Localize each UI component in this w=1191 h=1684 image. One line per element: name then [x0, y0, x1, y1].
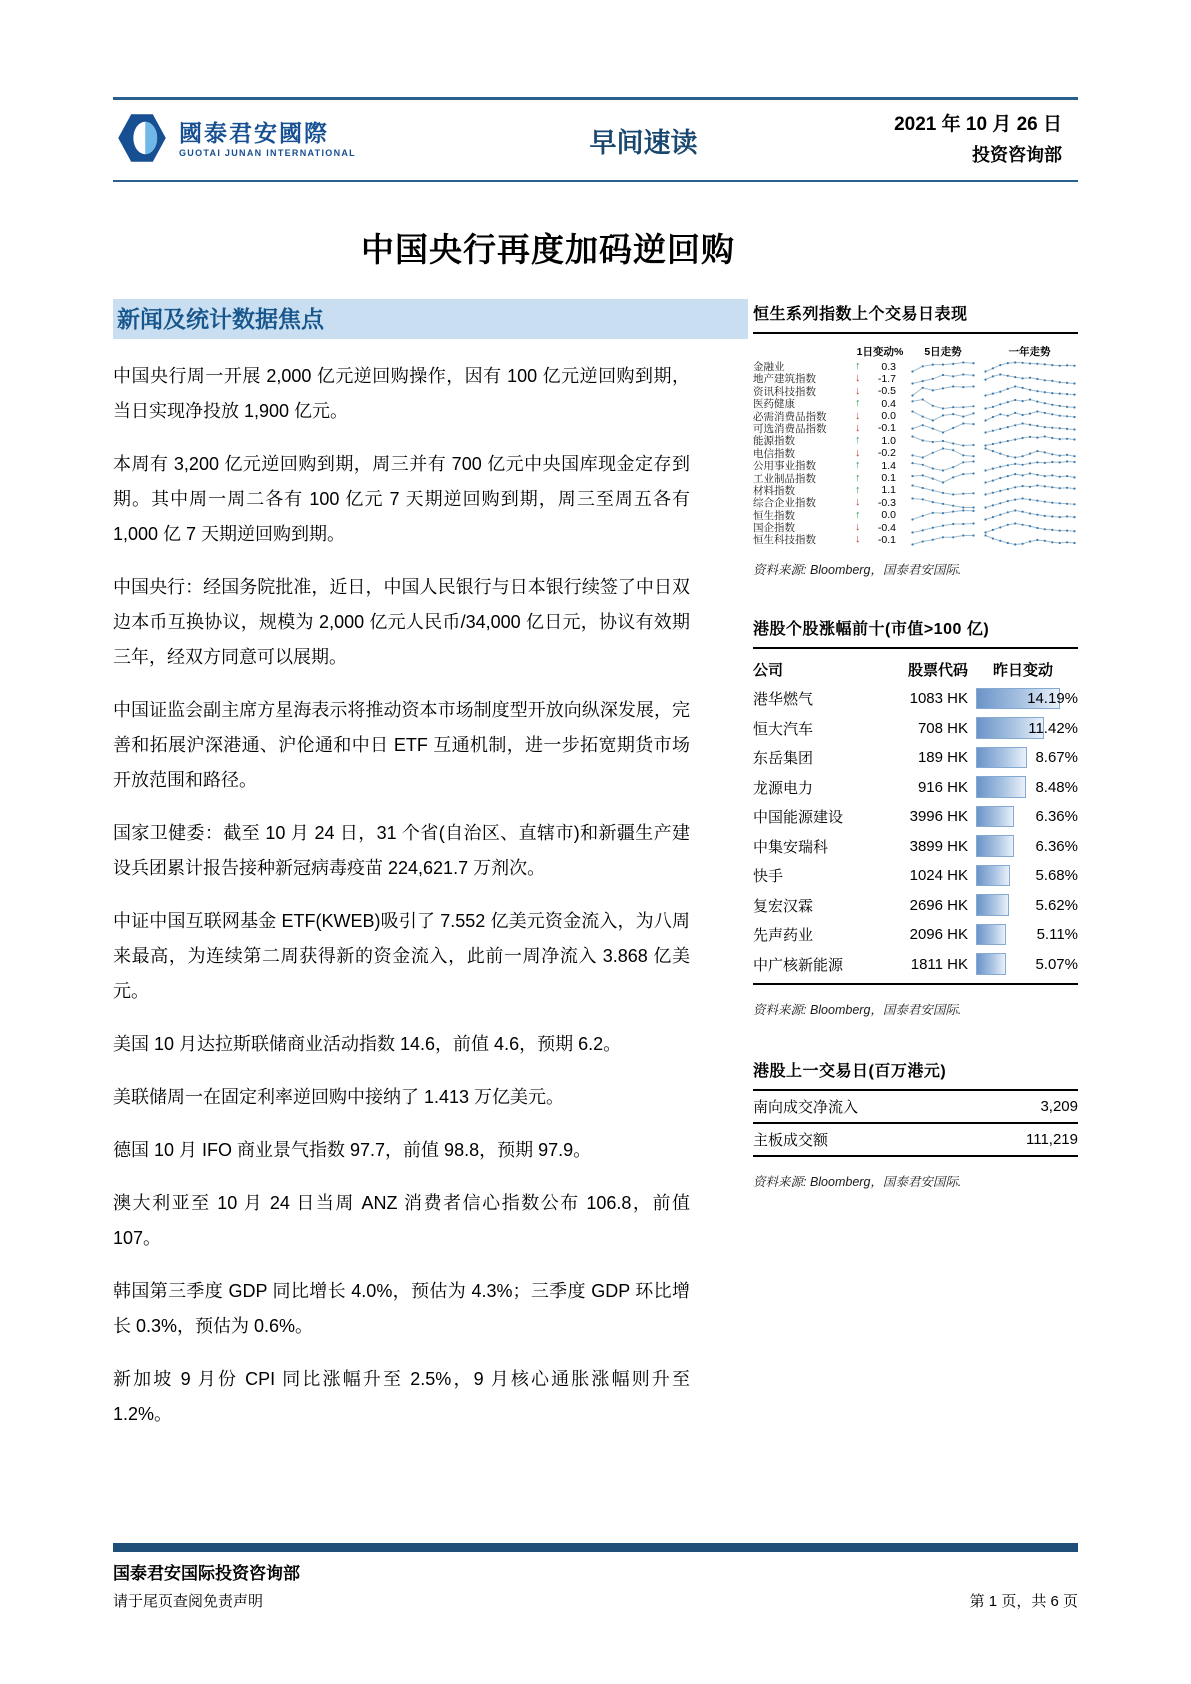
- sparkline-5d-cell: [905, 472, 981, 484]
- footer-department: 国泰君安国际投资咨询部: [113, 1564, 300, 1583]
- news-paragraph: 澳大利亚至 10 月 24 日当周 ANZ 消费者信心指数公布 106.8，前值 107。: [113, 1193, 690, 1248]
- sparkline-5d: [911, 435, 975, 447]
- sparkline-5d: [911, 497, 975, 509]
- turnover-panel-title: 港股上一交易日(百万港元): [753, 1058, 1078, 1091]
- hsi-row: [753, 384, 1078, 396]
- down-arrow-icon: ↓: [855, 372, 861, 385]
- index-name: 综合企业指数: [753, 497, 816, 510]
- stock-ticker: 916 HK: [917, 778, 968, 796]
- down-arrow-icon: ↓: [855, 521, 861, 534]
- page-footer: [113, 1543, 1078, 1611]
- index-change-value: 0.4: [881, 397, 896, 410]
- footer-page-number: 第 1 页，共 6 页: [969, 1593, 1078, 1610]
- hsi-col-name: [753, 344, 855, 359]
- down-arrow-icon: ↓: [855, 533, 861, 546]
- change-percent: 8.67%: [1035, 749, 1078, 767]
- company-name: 东岳集团: [753, 750, 814, 768]
- index-name: 公用事业指数: [753, 460, 816, 473]
- stock-ticker: 2096 HK: [909, 926, 968, 944]
- down-arrow-icon: ↓: [855, 409, 861, 422]
- sparkline-1y: [984, 484, 1076, 496]
- sparkline-5d: [911, 460, 975, 472]
- gainer-row: [753, 743, 1078, 773]
- hsi-table-header: [753, 344, 1078, 359]
- sidebar-column: [753, 299, 1078, 1450]
- change-data-bar: [976, 747, 1027, 769]
- hsi-panel-title: 恒生系列指数上个交易日表现: [753, 301, 1078, 334]
- gainers-col-company: 公司: [753, 661, 784, 679]
- news-paragraph: 德国 10 月 IFO 商业景气指数 97.7，前值 98.8，预期 97.9。: [113, 1140, 592, 1160]
- news-paragraph: 中国央行周一开展 2,000 亿元逆回购操作，因有 100 亿元逆回购到期，当日实现净投放 1,900 亿元。: [113, 366, 690, 421]
- down-arrow-icon: ↓: [855, 446, 861, 459]
- index-name: 工业制品指数: [753, 472, 816, 485]
- gainer-row: [753, 890, 1078, 920]
- sparkline-1y: [984, 385, 1076, 397]
- index-change-value: -0.3: [877, 496, 896, 509]
- company-name: 恒大汽车: [753, 720, 814, 738]
- up-arrow-icon: ↑: [855, 483, 861, 496]
- gainer-row: [753, 920, 1078, 950]
- company-name: 复宏汉霖: [753, 897, 814, 915]
- down-arrow-icon: ↓: [855, 384, 861, 397]
- date-block: [812, 110, 1076, 170]
- company-name: 中广核新能源: [753, 956, 844, 974]
- sparkline-1y-cell: [981, 534, 1078, 546]
- index-name: 材料指数: [753, 484, 795, 497]
- gainer-row: [753, 684, 1078, 714]
- sparkline-1y-cell: [981, 460, 1078, 472]
- index-name: 可选消费品指数: [753, 422, 827, 435]
- up-arrow-icon: ↑: [855, 434, 861, 447]
- sparkline-1y-cell: [981, 522, 1078, 534]
- stock-ticker: 189 HK: [917, 749, 968, 767]
- gainers-panel-title: 港股个股涨幅前十(市值>100 亿): [753, 616, 1078, 649]
- index-name: 必需消费品指数: [753, 410, 827, 423]
- index-change-value: -0.1: [877, 422, 896, 435]
- index-change-value: 1.1: [881, 484, 896, 497]
- company-name: 中集安瑞科: [753, 838, 829, 856]
- sparkline-1y-cell: [981, 422, 1078, 434]
- index-change-value: 1.4: [881, 459, 896, 472]
- header-rule-bottom: [113, 180, 1078, 182]
- news-paragraph-list: [113, 359, 690, 1432]
- gainers-table-header: [753, 649, 1078, 684]
- sparkline-5d-cell: [905, 435, 981, 447]
- company-name: 中国能源建设: [753, 809, 844, 827]
- sparkline-1y-cell: [981, 361, 1078, 373]
- turnover-table: [753, 1091, 1078, 1157]
- gainer-row: [753, 949, 1078, 979]
- turnover-label: 南向成交净流入: [753, 1098, 859, 1116]
- turnover-source: 资料来源: Bloomberg，国泰君安国际.: [753, 1174, 962, 1189]
- index-name: 金融业: [753, 361, 785, 373]
- sparkline-5d-cell: [905, 447, 981, 459]
- sparkline-5d: [911, 373, 975, 385]
- sparkline-1y: [984, 509, 1076, 521]
- hsi-row: [753, 409, 1078, 421]
- change-percent: 5.11%: [1036, 926, 1078, 944]
- sparkline-5d-cell: [905, 385, 981, 397]
- change-cell: [968, 684, 1078, 714]
- gainer-row: [753, 831, 1078, 861]
- index-name: 地产建筑指数: [753, 373, 816, 386]
- sparkline-1y: [984, 410, 1076, 422]
- sparkline-5d: [911, 422, 975, 434]
- index-name: 恒生科技指数: [753, 534, 816, 547]
- hsi-row: [753, 433, 1078, 448]
- news-paragraph: 中证中国互联网基金 ETF(KWEB)吸引了 7.552 亿美元资金流入，为八周来最高，为连续第二周获得新的资金流入，此前一周净流入 3.868 亿美元。: [113, 911, 690, 1001]
- stock-ticker: 708 HK: [917, 719, 968, 737]
- change-cell: [968, 802, 1078, 832]
- index-name: 国企指数: [753, 522, 795, 535]
- hsi-row: [753, 371, 1078, 386]
- gainers-source: 资料来源: Bloomberg，国泰君安国际.: [753, 1002, 962, 1017]
- index-change-value: 0.3: [881, 360, 896, 373]
- sparkline-1y: [984, 472, 1076, 484]
- sparkline-1y: [984, 398, 1076, 410]
- news-paragraph: 本周有 3,200 亿元逆回购到期，周三并有 700 亿元中央国库现金定存到期。其中周一周二各有 100 亿元 7 天期逆回购到期，周三至周五各有 1,000 亿 7 天期逆回购到期。: [113, 454, 690, 544]
- change-data-bar: [976, 953, 1006, 975]
- change-percent: 14.19%: [1027, 690, 1078, 708]
- sparkline-5d: [911, 447, 975, 459]
- hsi-row: [753, 421, 1078, 433]
- change-cell: [968, 713, 1078, 743]
- sparkline-5d: [911, 398, 975, 410]
- hsi-row: [753, 446, 1078, 458]
- sparkline-1y: [984, 522, 1076, 534]
- company-name: 快手: [753, 868, 784, 886]
- stock-ticker: 1024 HK: [909, 867, 968, 885]
- logo-name-en: GUOTAI JUNAN INTERNATIONAL: [179, 148, 356, 159]
- sparkline-5d-cell: [905, 522, 981, 534]
- stock-ticker: 1811 HK: [910, 955, 968, 973]
- sparkline-1y-cell: [981, 398, 1078, 410]
- turnover-row: [753, 1124, 1078, 1157]
- change-data-bar: [976, 776, 1026, 798]
- turnover-panel: [753, 1058, 1078, 1190]
- sparkline-5d: [911, 509, 975, 521]
- turnover-row: [753, 1091, 1078, 1124]
- sparkline-5d-cell: [905, 361, 981, 373]
- change-cell: [968, 949, 1078, 979]
- sparkline-1y: [984, 534, 1076, 546]
- sparkline-5d-cell: [905, 484, 981, 496]
- change-cell: [968, 890, 1078, 920]
- index-change-value: -0.5: [877, 385, 896, 398]
- up-arrow-icon: ↑: [855, 471, 861, 484]
- index-name: 恒生指数: [753, 509, 795, 522]
- index-name: 资讯科技指数: [753, 385, 816, 398]
- index-change-value: 1.0: [881, 434, 896, 447]
- company-name: 先声药业: [753, 927, 814, 945]
- hsi-table: [753, 359, 1078, 545]
- logo-text-block: [179, 121, 356, 159]
- header-row: [113, 100, 1078, 180]
- hsi-row: [753, 520, 1078, 535]
- change-percent: 11.42%: [1028, 719, 1078, 737]
- headline: 中国央行再度加码逆回购: [361, 231, 735, 268]
- index-name: 医药健康: [753, 398, 795, 411]
- news-paragraph: 美国 10 月达拉斯联储商业活动指数 14.6，前值 4.6，预期 6.2。: [113, 1034, 622, 1054]
- index-change-value: -0.2: [877, 447, 896, 460]
- logo-name-cn: 國泰君安國際: [179, 119, 329, 146]
- up-arrow-icon: ↑: [855, 360, 861, 372]
- sparkline-1y: [984, 373, 1076, 385]
- hsi-row: [753, 359, 1078, 371]
- hsi-col-change: 1日变动%: [856, 346, 904, 358]
- hsi-row: [753, 532, 1078, 547]
- hsi-row: [753, 495, 1078, 510]
- change-percent: 6.36%: [1035, 808, 1078, 826]
- index-name: 能源指数: [753, 435, 795, 448]
- stock-ticker: 3996 HK: [909, 808, 968, 826]
- news-paragraph: 国家卫健委：截至 10 月 24 日，31 个省(自治区、直辖市)和新疆生产建设兵团累计报告接种新冠病毒疫苗 224,621.7 万剂次。: [113, 823, 690, 878]
- sparkline-5d: [911, 534, 975, 546]
- two-column-layout: [113, 299, 1078, 1450]
- index-change-value: -0.4: [877, 521, 896, 534]
- hsi-col-5d: 5日走势: [924, 346, 962, 358]
- change-cell: [968, 861, 1078, 891]
- sparkline-5d-cell: [905, 410, 981, 422]
- index-change-value: 0.0: [881, 410, 896, 423]
- hsi-col-1y: 一年走势: [1008, 346, 1051, 358]
- sparkline-1y: [984, 447, 1076, 459]
- change-cell: [968, 772, 1078, 802]
- change-data-bar: [976, 835, 1014, 857]
- gainers-panel: [753, 616, 1078, 1018]
- department-name: 投资咨询部: [972, 145, 1062, 165]
- change-data-bar: [976, 806, 1014, 828]
- change-cell: [968, 831, 1078, 861]
- hsi-row: [753, 471, 1078, 483]
- company-name: 港华燃气: [753, 691, 814, 709]
- sparkline-1y: [984, 435, 1076, 447]
- sparkline-5d-cell: [905, 422, 981, 434]
- index-name: 电信指数: [753, 447, 795, 460]
- index-change-value: 0.0: [881, 509, 896, 522]
- sparkline-1y-cell: [981, 410, 1078, 422]
- sparkline-1y: [984, 497, 1076, 509]
- turnover-value: 3,209: [1040, 1097, 1078, 1115]
- hsi-row: [753, 508, 1078, 520]
- gainer-row: [753, 802, 1078, 832]
- sparkline-1y-cell: [981, 435, 1078, 447]
- gainer-row: [753, 861, 1078, 891]
- sparkline-5d-cell: [905, 373, 981, 385]
- sparkline-5d-cell: [905, 460, 981, 472]
- change-data-bar: [976, 894, 1009, 916]
- sparkline-1y-cell: [981, 373, 1078, 385]
- change-data-bar: [976, 924, 1006, 946]
- sparkline-1y-cell: [981, 509, 1078, 521]
- turnover-value: 111,219: [1026, 1130, 1078, 1148]
- sparkline-1y-cell: [981, 447, 1078, 459]
- change-percent: 5.07%: [1035, 955, 1078, 973]
- gainers-col-change: 昨日变动: [992, 661, 1053, 679]
- sparkline-5d-cell: [905, 497, 981, 509]
- news-paragraph: 新加坡 9 月份 CPI 同比涨幅升至 2.5%，9 月核心通胀涨幅则升至 1.2%。: [113, 1369, 690, 1424]
- sparkline-5d: [911, 410, 975, 422]
- stock-ticker: 1083 HK: [909, 690, 968, 708]
- change-cell: [968, 920, 1078, 950]
- hsi-row: [753, 483, 1078, 495]
- news-section-header: 新闻及统计数据焦点: [113, 299, 748, 339]
- sparkline-1y: [984, 361, 1076, 373]
- hsi-panel: [753, 301, 1078, 578]
- sparkline-1y: [984, 422, 1076, 434]
- hsi-row: [753, 396, 1078, 411]
- sparkline-1y: [984, 460, 1076, 472]
- footer-disclaimer: 请于尾页查阅免责声明: [113, 1593, 264, 1610]
- sparkline-5d: [911, 361, 975, 373]
- news-column: [113, 299, 690, 1450]
- up-arrow-icon: ↑: [855, 459, 861, 472]
- up-arrow-icon: ↑: [855, 397, 861, 410]
- hsi-row: [753, 458, 1078, 473]
- sparkline-5d: [911, 484, 975, 496]
- footer-row: [113, 1590, 1078, 1611]
- sparkline-5d-cell: [905, 398, 981, 410]
- news-paragraph: 中国央行：经国务院批准，近日，中国人民银行与日本银行续签了中日双边本币互换协议，规模为 2,000 亿元人民币/34,000 亿日元，协议有效期三年，经双方同意可以展期。: [113, 577, 690, 667]
- gainer-row: [753, 713, 1078, 743]
- gainers-col-ticker: 股票代码: [907, 661, 968, 679]
- sparkline-5d: [911, 385, 975, 397]
- hsi-source: 资料来源: Bloomberg，国泰君安国际.: [753, 562, 962, 577]
- company-name: 龙源电力: [753, 779, 814, 797]
- sparkline-1y-cell: [981, 484, 1078, 496]
- news-paragraph: 中国证监会副主席方星海表示将推动资本市场制度型开放向纵深发展，完善和拓展沪深港通、沪伦通和中日 ETF 互通机制，进一步拓宽期货市场开放范围和路径。: [113, 700, 690, 790]
- document-title: 早间速读: [589, 127, 698, 158]
- change-cell: [968, 743, 1078, 773]
- index-change-value: -1.7: [877, 372, 896, 385]
- gainers-table: [753, 684, 1078, 985]
- logo-hexagon-icon: [115, 111, 169, 170]
- content-area: [113, 0, 1078, 1450]
- change-percent: 5.68%: [1035, 867, 1078, 885]
- page-header: [113, 97, 1078, 182]
- change-percent: 5.62%: [1035, 896, 1078, 914]
- stock-ticker: 2696 HK: [909, 896, 968, 914]
- index-change-value: -0.1: [877, 533, 896, 546]
- sparkline-5d: [911, 472, 975, 484]
- sparkline-1y-cell: [981, 472, 1078, 484]
- company-logo: [115, 111, 415, 170]
- up-arrow-icon: ↑: [855, 508, 861, 521]
- footer-rule: [113, 1543, 1078, 1552]
- turnover-label: 主板成交额: [753, 1131, 829, 1149]
- news-paragraph: 韩国第三季度 GDP 同比增长 4.0%，预估为 4.3%；三季度 GDP 环比增长 0.3%，预估为 0.6%。: [113, 1281, 690, 1336]
- sparkline-5d-cell: [905, 509, 981, 521]
- change-percent: 6.36%: [1035, 837, 1078, 855]
- stock-ticker: 3899 HK: [909, 837, 968, 855]
- report-date: 2021 年 10 月 26 日: [894, 114, 1062, 135]
- down-arrow-icon: ↓: [855, 421, 861, 434]
- sparkline-5d: [911, 522, 975, 534]
- sparkline-1y-cell: [981, 497, 1078, 509]
- gainer-row: [753, 772, 1078, 802]
- sparkline-5d-cell: [905, 534, 981, 546]
- down-arrow-icon: ↓: [855, 496, 861, 509]
- news-paragraph: 美联储周一在固定利率逆回购中接纳了 1.413 万亿美元。: [113, 1087, 565, 1107]
- change-percent: 8.48%: [1035, 778, 1078, 796]
- index-change-value: 0.1: [881, 472, 896, 485]
- change-data-bar: [976, 865, 1010, 887]
- sparkline-1y-cell: [981, 385, 1078, 397]
